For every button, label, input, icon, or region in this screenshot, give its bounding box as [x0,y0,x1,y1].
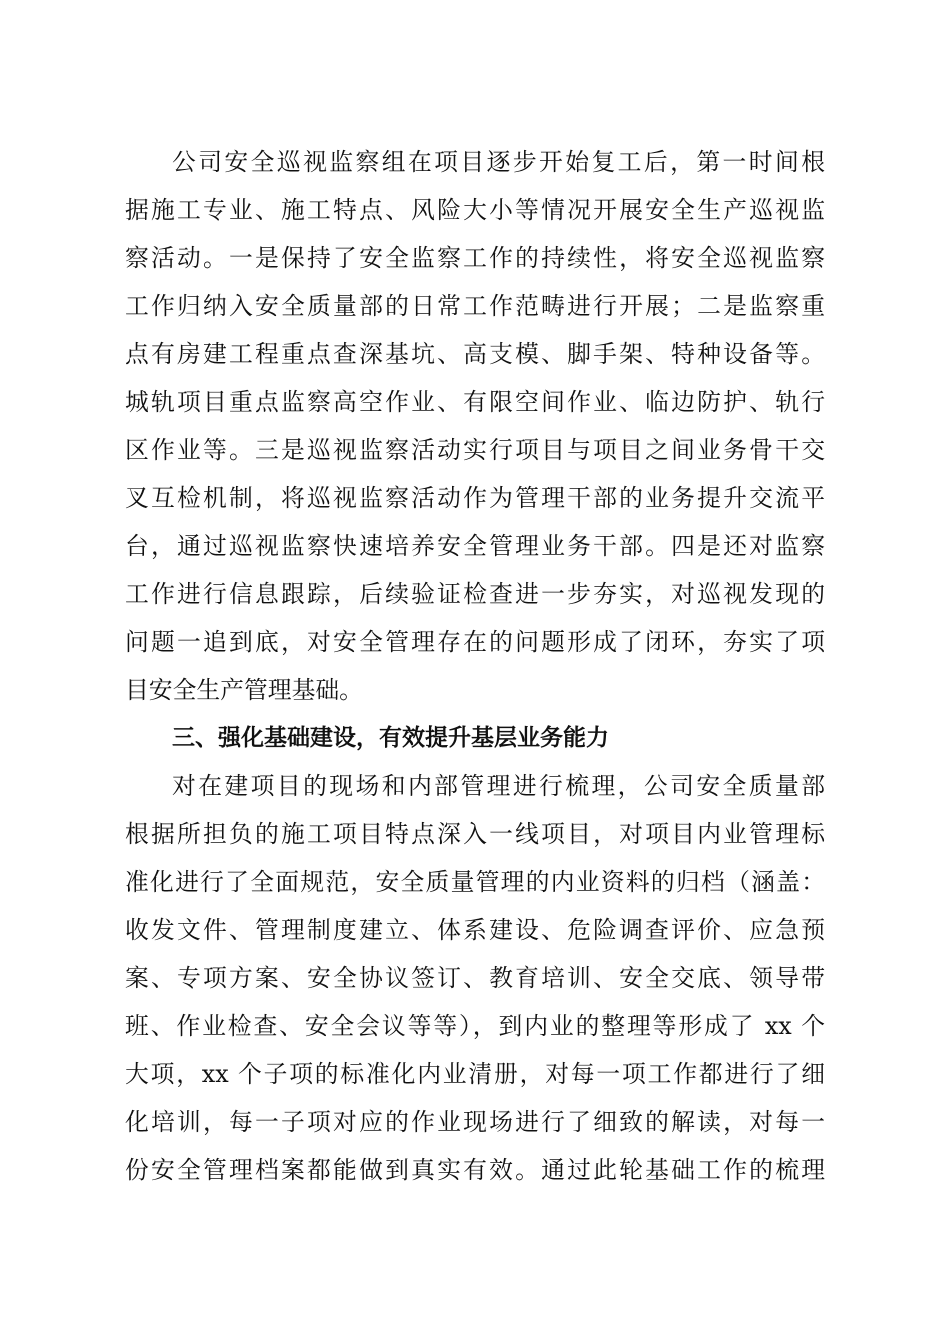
paragraph-2-line: 份安全管理档案都能做到真实有效。通过此轮基础工作的梳理 [125,1156,825,1184]
paragraph-1-line: 察活动。一是保持了安全监察工作的持续性，将安全巡视监察 [125,244,825,272]
paragraph-1-line: 叉互检机制，将巡视监察活动作为管理干部的业务提升交流平 [125,484,825,512]
paragraph-1-line: 城轨项目重点监察高空作业、有限空间作业、临边防护、轨行 [125,388,825,416]
paragraph-2-line: 大项，xx 个子项的标准化内业清册，对每一项工作都进行了细 [125,1060,825,1088]
paragraph-2-line: 准化进行了全面规范，安全质量管理的内业资料的归档（涵盖： [125,868,825,896]
paragraph-1-line: 据施工专业、施工特点、风险大小等情况开展安全生产巡视监 [125,196,825,224]
paragraph-1-line: 区作业等。三是巡视监察活动实行项目与项目之间业务骨干交 [125,436,825,464]
paragraph-2-line: 化培训，每一子项对应的作业现场进行了细致的解读，对每一 [125,1108,825,1136]
paragraph-2-line: 根据所担负的施工项目特点深入一线项目，对项目内业管理标 [125,820,825,848]
paragraph-2-line: 对在建项目的现场和内部管理进行梳理，公司安全质量部 [172,772,825,800]
paragraph-1-line: 点有房建工程重点查深基坑、高支模、脚手架、特种设备等。 [125,340,825,368]
paragraph-1-line: 工作进行信息跟踪，后续验证检查进一步夯实，对巡视发现的 [125,580,825,608]
paragraph-2-line: 收发文件、管理制度建立、体系建设、危险调查评价、应急预 [125,916,825,944]
paragraph-2-line: 班、作业检查、安全会议等等），到内业的整理等形成了 xx 个 [125,1012,825,1040]
paragraph-1-line: 台，通过巡视监察快速培养安全管理业务干部。四是还对监察 [125,532,825,560]
paragraph-1-line: 目安全生产管理基础。 [125,676,363,704]
paragraph-1-line: 公司安全巡视监察组在项目逐步开始复工后，第一时间根 [172,148,825,176]
paragraph-1-line: 问题一追到底，对安全管理存在的问题形成了闭环，夯实了项 [125,628,825,656]
paragraph-2-line: 案、专项方案、安全协议签订、教育培训、安全交底、领导带 [125,964,825,992]
paragraph-1-line: 工作归纳入安全质量部的日常工作范畴进行开展；二是监察重 [125,292,825,320]
section-heading: 三、强化基础建设，有效提升基层业务能力 [172,725,609,751]
